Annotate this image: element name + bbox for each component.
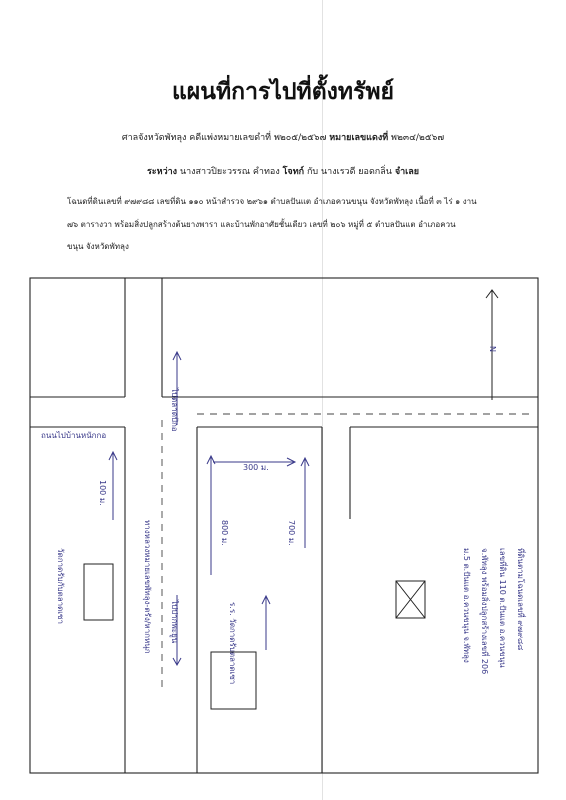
property-line-2: ๗๖ ตารางวา พร้อมสิ่งปลูกสร้างต้นยางพารา และบ้านพักอาศัยชั้นเดียว เลขที่ ๒๐๖ หมู่ที่ ๕ ตำบลปันแต อำเภอควน (67, 220, 456, 229)
distance-300-label: 300 ม. (243, 463, 269, 472)
defendant-role: จำเลย (394, 167, 420, 177)
case-black-number: พ๒๐๕/๒๕๖๗ (273, 133, 327, 143)
case-black-label: คดีแพ่งหมายเลขดำที่ (189, 133, 272, 143)
road-lines (30, 278, 538, 773)
road-to-ban-nakhorn-label: ถนนไปบ้านหนักกอ (41, 431, 107, 440)
defendant-name: นางเรวดี ยอดกลิ่น (321, 167, 392, 177)
to-pakpra-label: ไปปากพะยูน (170, 600, 179, 644)
north-arrow-icon (486, 290, 498, 400)
property-line-1: โฉนดที่ดินเลขที่ ๙๗๙๘๘ เลขที่ดิน ๑๑๐ หน้าสำรวจ ๒๙๖๑ ตำบลปันแต อำเภอควนขนุน จังหวัดพัทลุง เนื้อที่ ๓ ไร่ ๑ งาน (67, 197, 477, 206)
school-right-label: ร.ร. วัดกาดรับตลาดเซา (228, 602, 237, 685)
temple-building-left (84, 564, 113, 620)
property-line-3: ขนุน จังหวัดพัทลุง (67, 242, 129, 251)
note-line-2: เลขที่ดิน 110 ต.ปันแต อ.ควนขนุน (498, 548, 507, 668)
road-centerlines (162, 414, 530, 690)
case-red-label: หมายเลขแดงที่ (329, 133, 389, 143)
to-talat-label: ไปตลาดปักอ (170, 388, 179, 432)
property-house-icon (396, 581, 425, 618)
distance-800-label: 800 ม. (220, 520, 229, 546)
note-line-3: จ.พัทลุง พร้อมสิ่งปลูกสร้างเลขที่ 206 (480, 548, 489, 675)
temple-left-label: วัดกาดรับกับตลาดเซา (56, 548, 65, 624)
plaintiff-role: โจทก์ (282, 167, 305, 177)
note-line-4: ม.5 ต.ปันแต อ.ควนขนุน จ.พัทลุง (462, 548, 471, 663)
note-line-1: ที่ดินตามโฉนดเลขที่ ๙๗๙๘๘ (516, 548, 525, 651)
document-title: แผนที่การไปที่ตั้งทรัพย์ (171, 79, 395, 105)
north-label: N (488, 346, 497, 352)
distance-700-label: 700 ม. (287, 520, 296, 546)
court-name: ศาลจังหวัดพัทลุง (121, 133, 187, 143)
between-label: ระหว่าง (146, 167, 178, 177)
property-handwritten-note (462, 548, 527, 674)
plaintiff-name: นางสาวปิยะวรรณ คำทอง (179, 167, 280, 177)
map-frame (30, 278, 538, 773)
main-road-label: ทางหลวงหมายเลขพัทลุง-ตรัง/หากหนุก (143, 520, 152, 654)
direction-arrow-icons (109, 352, 309, 665)
with-label: กับ (306, 167, 319, 177)
distance-100-left-label: 100 ม. (98, 480, 107, 506)
case-red-number: พ๒๓๔/๒๕๖๗ (391, 133, 445, 143)
